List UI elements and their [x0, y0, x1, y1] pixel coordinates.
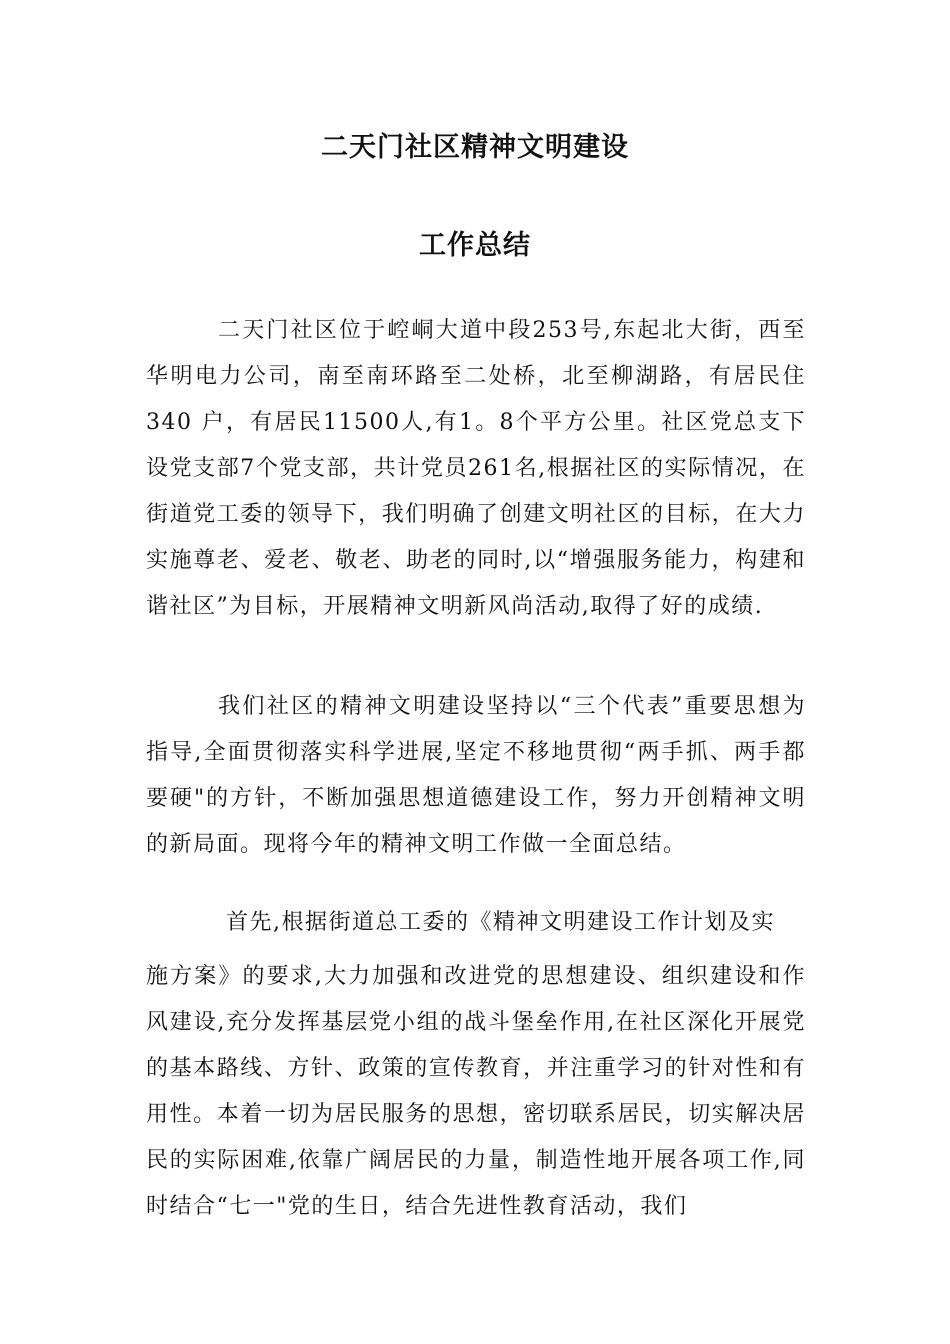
paragraph-intro: 二天门社区位于崆峒大道中段253号,东起北大街，西至华明电力公司，南至南环路至二处桥，北至柳湖路，有居民住340 户，有居民11500人,有1。8个平方公里。社区党总支下设党支部7个党支部，共计党员261名,根据社区的实际情况，在街道党工委的领导下，我们明确了创建文明社区的目标，在大力实施尊老、爱老、敬老、助老的同时,以“增强服务能力，构建和谐社区”为目标，开展精神文明新风尚活动,取得了好的成绩.	[146, 318, 806, 619]
document-title: 二天门社区精神文明建设	[321, 132, 629, 163]
document-subtitle: 工作总结	[419, 230, 531, 261]
paragraph-guidance: 我们社区的精神文明建设坚持以“三个代表”重要思想为指导,全面贯彻落实科学进展,坚定不移地贯彻“两手抓、两手都要硬"的方针，不断加强思想道德建设工作，努力开创精神文明的新局面。现将今年的精神文明工作做一全面总结。	[146, 694, 806, 857]
paragraph-firstly-lead: 首先,根据街道总工委的《精神文明建设工作计划及实	[226, 910, 775, 935]
paragraph-firstly-body: 施方案》的要求,大力加强和改进党的思想建设、组织建设和作风建设,充分发挥基层党小组的战斗堡垒作用,在社区深化开展党的基本路线、方针、政策的宣传教育，并注重学习的针对性和有用性。本着一切为居民服务的思想，密切联系居民，切实解决居民的实际困难,依靠广阔居民的力量，制造性地开展各项工作,同时结合“七一"党的生日，结合先进性教育活动，我们	[146, 964, 806, 1219]
